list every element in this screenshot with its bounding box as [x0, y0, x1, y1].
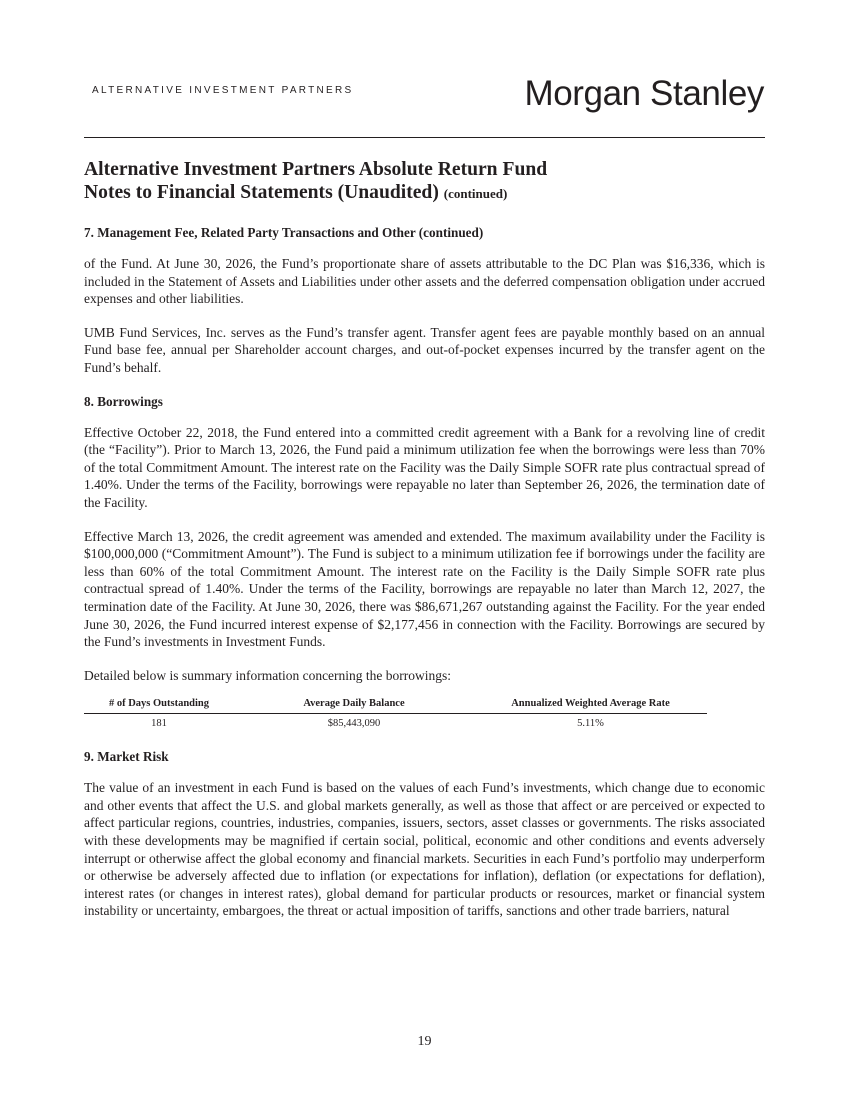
- page-content: [84, 158, 765, 920]
- section-7-heading: 7. Management Fee, Related Party Transactions and Other (continued): [84, 225, 484, 240]
- document-title: [84, 158, 765, 205]
- section-8-paragraph-3: Detailed below is summary information concerning the borrowings:: [84, 667, 452, 683]
- cell-average-daily-balance: $85,443,090: [327, 718, 381, 730]
- section-8-heading: 8. Borrowings: [84, 393, 163, 409]
- column-header-days-outstanding: # of Days Outstanding: [84, 697, 234, 714]
- cell-weighted-average-rate: 5.11%: [577, 718, 604, 730]
- table-header-row: [84, 697, 707, 714]
- section-8-paragraph-2: Effective March 13, 2026, the credit agreement was amended and extended. The maximum availability under the Facility is $100,000,000 (“Commitment Amount”). The Fund is subject to a minimum utilization fee if borrowings under the facility are less than 60% of the total Commitment Amount. The interest rate on the Facility is the Daily Simple SOFR rate plus contractual spread of 1.40%. Under the terms of the Facility, borrowings are repayable no later than March 12, 2027, the termination date of the Facility. At June 30, 2026, there was $86,671,267 outstanding against the Facility. For the year ended June 30, 2026, the Fund incurred interest expense of $2,177,456 in connection with the Facility. Borrowings are secured by the Fund’s investments in Investment Funds.: [84, 528, 765, 650]
- section-7-paragraph-2: UMB Fund Services, Inc. serves as the Fund’s transfer agent. Transfer agent fees are payable monthly based on an annual Fund base fee, annual per Shareholder account charges, and out-of-pocket expenses incurred by the transfer agent on the Fund’s behalf.: [84, 324, 765, 375]
- section-8-paragraph-1: Effective October 22, 2018, the Fund entered into a committed credit agreement with a Bank for a revolving line of credit (the “Facility”). Prior to March 13, 2026, the Fund paid a minimum utilization fee when the borrowings were less than 70% of the total Commitment Amount. The interest rate on the Facility was the Daily Simple SOFR rate plus contractual spread of 1.40%. Under the terms of the Facility, borrowings were repayable no later than September 26, 2026, the termination date of the Facility.: [84, 424, 765, 510]
- page-number: 19: [417, 1034, 432, 1049]
- title-line-1: Alternative Investment Partners Absolute Return Fund: [84, 159, 548, 180]
- cell-days-outstanding: 181: [151, 718, 167, 730]
- section-9-paragraph-1: The value of an investment in each Fund is based on the values of each Fund’s investments, which change due to economic and other events that affect the U.S. and global markets generally, as well as those that affect or are perceived or expected to affect particular regions, countries, industries, companies, issuers, sectors, asset classes or governments. The risks associated with these developments may be magnified if certain social, political, economic and other conditions and events adversely interrupt or otherwise affect the global economy and financial markets. Securities in each Fund’s portfolio may underperform or otherwise be adversely affected due to inflation (or expectations for inflation), deflation (or expectations for deflation), interest rates (or changes in interest rates), global demand for particular products or resources, market or financial system instability or uncertainty, embargoes, the threat or actual imposition of tariffs, sanctions and other trade barriers, natural: [84, 780, 765, 919]
- morgan-stanley-logo: Morgan Stanley: [524, 74, 764, 113]
- table-row: [84, 714, 707, 732]
- title-line-2: Notes to Financial Statements (Unaudited): [84, 182, 439, 203]
- column-header-weighted-average-rate: Annualized Weighted Average Rate: [474, 697, 707, 714]
- section-9-heading: 9. Market Risk: [84, 749, 169, 765]
- section-7-paragraph-1: of the Fund. At June 30, 2026, the Fund’s proportionate share of assets attributable to the DC Plan was $16,336, which is included in the Statement of Assets and Liabilities under other assets and the deferred compensation obligation under accrued expenses and other liabilities.: [84, 256, 765, 307]
- column-header-average-daily-balance: Average Daily Balance: [234, 697, 474, 714]
- borrowings-summary-table: [84, 697, 707, 731]
- header-divider: [84, 137, 765, 138]
- title-continued-note: (continued): [443, 186, 508, 201]
- brand-tagline: ALTERNATIVE INVESTMENT PARTNERS: [92, 85, 354, 96]
